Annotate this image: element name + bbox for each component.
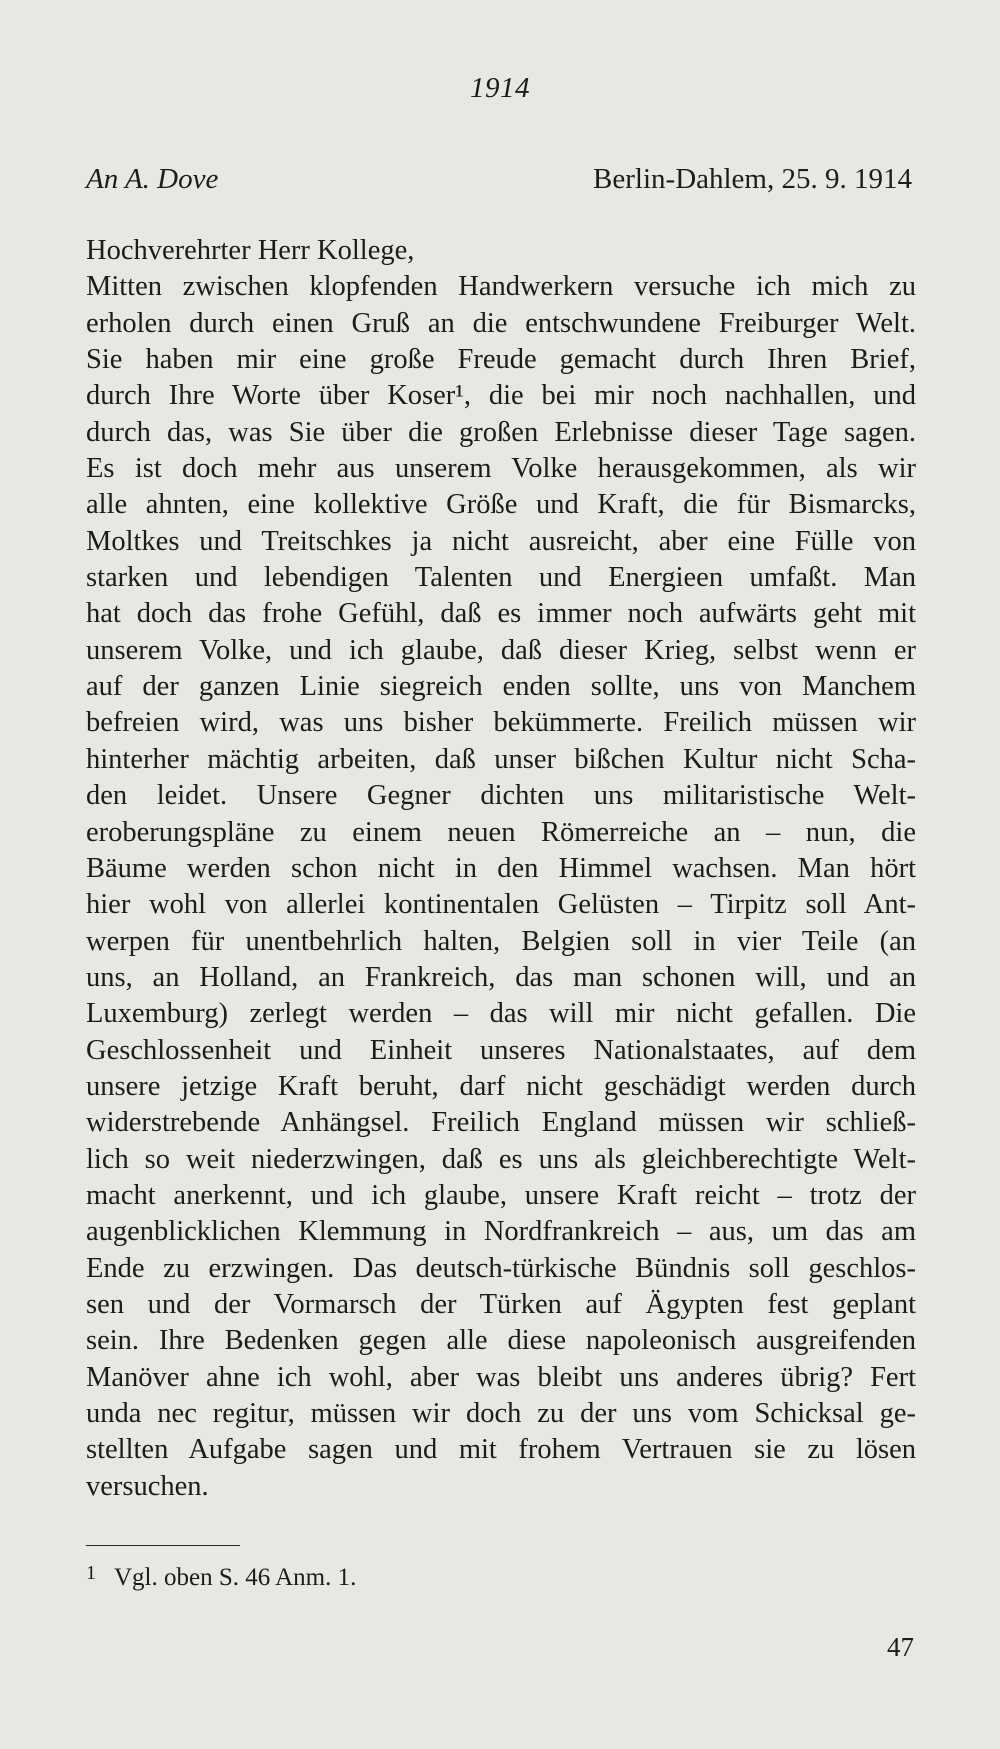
letter-body-line: Moltkes und Treitschkes ja nicht ausreicht, aber eine Fülle von [86,525,916,557]
letter-body-line: versuchen. [86,1470,209,1502]
letter-body-line: hier wohl von allerlei kontinentalen Gelüsten – Tirpitz soll Ant- [86,889,916,921]
letter-body-line: Es ist doch mehr aus unserem Volke herausgekommen, als wir [86,453,916,485]
footnote-text: Vgl. oben S. 46 Anm. 1. [114,1564,357,1591]
letter-body-line: Manöver ahne ich wohl, aber was bleibt uns anderes übrig? Fert [86,1361,916,1393]
letter-body-line: auf der ganzen Linie siegreich enden sollte, uns von Manchem [86,671,916,703]
letter-body-line: lich so weit niederzwingen, daß es uns als gleichberechtigte Welt- [86,1143,916,1175]
letter-body-line: erholen durch einen Gruß an die entschwundene Freiburger Welt. [86,307,916,339]
letter-body-line: Mitten zwischen klopfenden Handwerkern versuche ich mich zu [86,271,916,303]
letter-body-line: stellten Aufgabe sagen und mit frohem Vertrauen sie zu lösen [86,1434,916,1466]
letter-body-line: hinterher mächtig arbeiten, daß unser bißchen Kultur nicht Scha- [86,743,916,775]
letter-body-line: widerstrebende Anhängsel. Freilich England müssen wir schließ- [86,1107,916,1139]
letter-body-line: durch das, was Sie über die großen Erlebnisse dieser Tage sagen. [86,416,916,448]
footnote-marker: 1 [86,1562,96,1584]
letter-body-line: Luxemburg) zerlegt werden – das will mir nicht gefallen. Die [86,998,916,1030]
letter-body-line: durch Ihre Worte über Koser¹, die bei mir noch nachhallen, und [86,380,916,412]
letter-body-line: macht anerkennt, und ich glaube, unsere Kraft reicht – trotz der [86,1179,916,1211]
letter-recipient: An A. Dove [86,163,219,195]
letter-body-line: Sie haben mir eine große Freude gemacht durch Ihren Brief, [86,344,916,376]
letter-body-line: Geschlossenheit und Einheit unseres Nationalstaates, auf dem [86,1034,916,1066]
letter-body-line: Ende zu erzwingen. Das deutsch-türkische Bündnis soll geschlos- [86,1252,916,1284]
letter-place-date: Berlin-Dahlem, 25. 9. 1914 [593,163,912,195]
letter-body-line: unda nec regitur, müssen wir doch zu der uns vom Schicksal ge- [86,1398,916,1429]
page-number: 47 [887,1632,914,1662]
letter-body-line: den leidet. Unsere Gegner dichten uns militaristische Welt- [86,780,916,812]
letter-body-line: sein. Ihre Bedenken gegen alle diese napoleonisch ausgreifenden [86,1325,916,1357]
letter-body-line: sen und der Vormarsch der Türken auf Ägypten fest geplant [86,1288,916,1320]
footnote [86,1562,356,1592]
letter-body-line: hat doch das frohe Gefühl, daß es immer noch aufwärts geht mit [86,598,916,630]
letter-body-line: Hochverehrter Herr Kollege, [86,235,415,266]
letter-body-line: unserem Volke, und ich glaube, daß dieser Krieg, selbst wenn er [86,634,916,666]
footnote-rule [86,1545,240,1546]
letter-body-line: Bäume werden schon nicht in den Himmel wachsen. Man hört [86,852,916,884]
letter-body-line: eroberungspläne zu einem neuen Römerreiche an – nun, die [86,816,916,848]
letter-body-line: alle ahnten, eine kollektive Größe und Kraft, die für Bismarcks, [86,489,916,521]
letter-body-line: unsere jetzige Kraft beruht, darf nicht geschädigt werden durch [86,1070,916,1102]
running-head: 1914 [470,72,530,104]
letter-body-line: uns, an Holland, an Frankreich, das man schonen will, und an [86,961,916,993]
letter-body-line: augenblicklichen Klemmung in Nordfrankreich – aus, um das am [86,1216,916,1248]
letter-body [86,233,916,1505]
letter-body-line: starken und lebendigen Talenten und Energieen umfaßt. Man [86,562,916,594]
letter-body-line: befreien wird, was uns bisher bekümmerte. Freilich müssen wir [86,707,916,739]
letter-header [86,163,912,203]
letter-body-line: werpen für unentbehrlich halten, Belgien soll in vier Teile (an [86,925,916,957]
